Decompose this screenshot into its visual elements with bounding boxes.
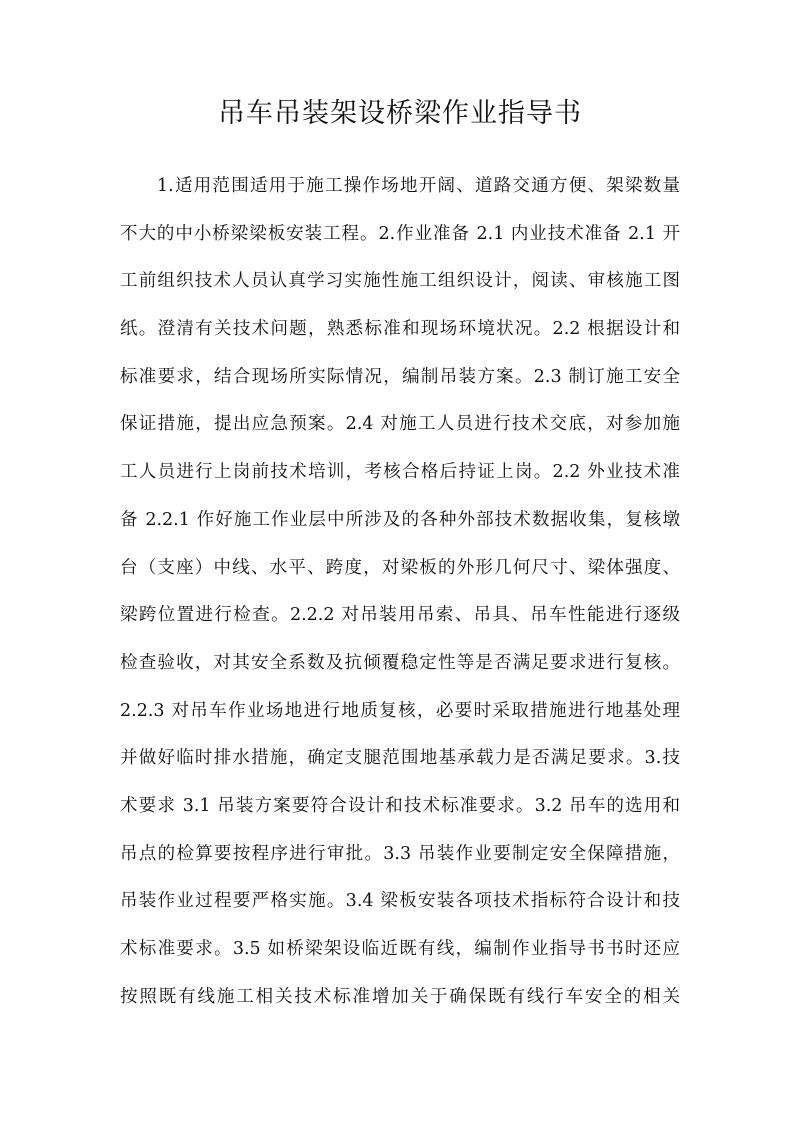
body-line-1: 1.适用范围适用于施工操作场地开阔、道路交通方便、架梁数量 xyxy=(157,176,680,196)
body-line-12: 2.2.3 对吊车作业场地进行地质复核，必要时采取措施进行地基处理 xyxy=(120,700,680,721)
body-line-8: 备 2.2.1 作好施工作业层中所涉及的各种外部技术数据收集，复核墩 xyxy=(120,509,680,530)
body-line-17: 术标准要求。3.5 如桥梁架设临近既有线，编制作业指导书书时还应 xyxy=(120,939,680,959)
body-line-5: 标准要求，结合现场所实际情况，编制吊装方案。2.3 制订施工安全 xyxy=(120,366,680,387)
body-line-16: 吊装作业过程要严格实施。3.4 梁板安装各项技术指标符合设计和技 xyxy=(120,891,680,912)
body-line-18: 按照既有线施工相关技术标准增加关于确保既有线行车安全的相关 xyxy=(120,986,680,1007)
body-line-13: 并做好临时排水措施，确定支腿范围地基承载力是否满足要求。3.技 xyxy=(120,748,680,769)
body-line-14: 术要求 3.1 吊装方案要符合设计和技术标准要求。3.2 吊车的选用和 xyxy=(120,795,680,816)
body-line-2: 不大的中小桥梁梁板安装工程。2.作业准备 2.1 内业技术准备 2.1 开 xyxy=(120,223,680,244)
body-line-9: 台（支座）中线、水平、跨度，对梁板的外形几何尺寸、梁体强度、 xyxy=(120,557,680,578)
body-line-3: 工前组织技术人员认真学习实施性施工组织设计，阅读、审核施工图 xyxy=(120,271,680,292)
body-line-6: 保证措施，提出应急预案。2.4 对施工人员进行技术交底，对参加施 xyxy=(120,414,680,435)
body-line-10: 梁跨位置进行检查。2.2.2 对吊装用吊索、吊具、吊车性能进行逐级 xyxy=(120,605,680,626)
body-line-4: 纸。澄清有关技术问题，熟悉标准和现场环境状况。2.2 根据设计和 xyxy=(120,319,680,340)
body-line-15: 吊点的检算要按程序进行审批。3.3 吊装作业要制定安全保障措施， xyxy=(120,843,680,864)
document-body xyxy=(120,163,680,1021)
document-title: 吊车吊装架设桥梁作业指导书 xyxy=(218,98,582,129)
body-line-11: 检查验收，对其安全系数及抗倾覆稳定性等是否满足要求进行复核。 xyxy=(120,652,680,673)
body-line-7: 工人员进行上岗前技术培训，考核合格后持证上岗。2.2 外业技术准 xyxy=(120,462,680,483)
